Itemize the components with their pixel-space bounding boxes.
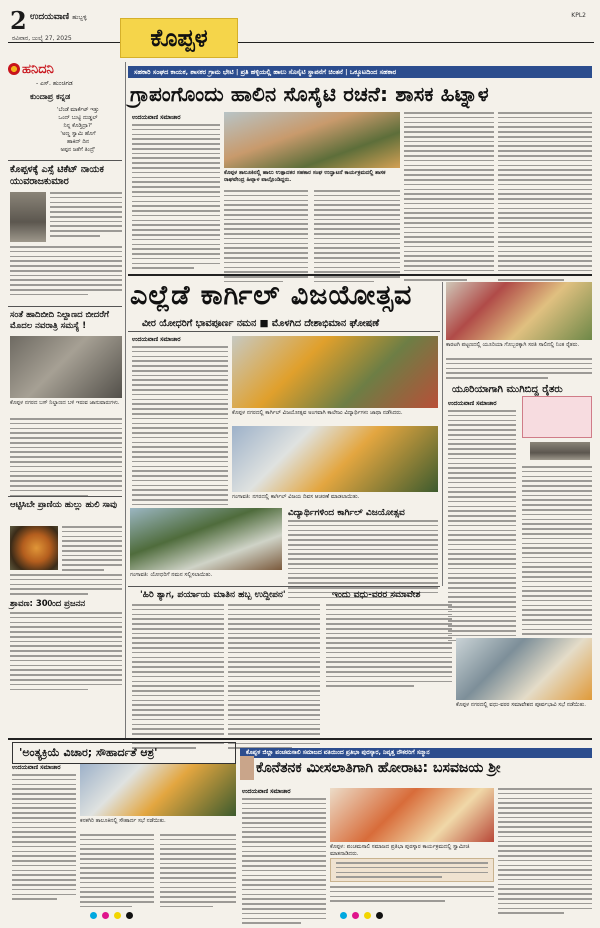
article-text xyxy=(10,418,122,499)
article-text xyxy=(326,604,452,690)
poem-line: 'ಅಣ್ಣ ಸ್ವಾಮಿ ಹೊಗೆ xyxy=(60,131,96,137)
top-story-kicker: ಸಹಕಾರಿ ಸಂಘದ ಕಾಯಕ, ಶಾಸಕರ ಗ್ರಾಮ ಭೇಟಿ | ಪ್ರತಿ ಹಳ್ಳಿಯಲ್ಲಿ ಹಾಲು ಸೊಸೈಟಿ ಸ್ಥಾಪನೆಗೆ ಚಿಂತನೆ | ಒಕ್ಕೂಟದಿಂದ ಸಹಕಾರ xyxy=(128,66,592,78)
harmony-meeting-photo xyxy=(80,764,236,816)
article-text xyxy=(498,788,592,917)
right-story-headline: ಯೂರಿಯಾಗಾಗಿ ಮುಗಿಬಿದ್ದ ರೈತರು xyxy=(452,384,563,395)
photo-caption: ಗಂಗಾವತಿ: ನಗರದಲ್ಲಿ ಕಾರ್ಗಿಲ್ ವಿಜಯ ದಿವಸ ಆಚರಣೆ ಮಾಡಲಾಯಿತು. xyxy=(232,494,360,500)
paper-title: ಉದಯವಾಣಿ xyxy=(30,12,70,22)
article-text xyxy=(224,190,308,286)
divider xyxy=(8,306,122,307)
divider xyxy=(128,331,440,332)
left-story-3-headline: ಆಟ್ಟಿಸಿಬೇ ಪ್ರಾಣಿಯ ಹುಲ್ಲು ಹುಲಿ ಸಾವು xyxy=(10,500,117,510)
poem-line: ನಿನ್ನ ಕೊಡ್ತಿದ್ರಾ?' xyxy=(63,123,93,129)
kargil-students-photo xyxy=(232,426,438,492)
kargil-subhead: ವೀರ ಯೋಧರಿಗೆ ಭಾವಪೂರ್ಣ ನಮನ ■ ಮೊಳಗಿದ ದೇಶಾಭಿಮಾನ ಘೋಷಣೆ xyxy=(142,318,380,329)
poem-line: 'ಬೆಂಡೆ ಮಾರ್ಕೆಟ್ ಇತ್ತು xyxy=(57,107,99,113)
box-headline: ವಿದ್ಯಾರ್ಥಿಗಳಿಂದ ಕಾರ್ಗಿಲ್ ವಿಜಯೋತ್ಸವ xyxy=(288,508,405,518)
masthead-rule xyxy=(8,42,120,43)
left-story-3-subhead: ಶ್ರಾವಣ: 300ಂದ ಪ್ರಜನನ xyxy=(10,599,86,609)
box-headline: 'ಹಿರಿ ತ್ಯಾಗ, ಪರ್ಯಾಯ ಮಾತಿನ ಹಬ್ಬ ಉದ್ದೀಪನ' xyxy=(140,590,286,600)
edition-name: ಹುಬ್ಬಳ್ಳಿ xyxy=(72,14,87,21)
photo-caption: ಕೊಪ್ಪಳ ನಗರದಲ್ಲಿ ವಧು-ವರರ ಸಮಾವೇಶದ ಪೂರ್ವಭಾವಿ ಸಭೆ ನಡೆಯಿತು. xyxy=(456,702,586,708)
byline: ಉದಯವಾಣಿ ಸಮಾಚಾರ xyxy=(132,336,181,343)
article-text xyxy=(12,774,76,903)
box-headline: ಇಂದು ವಧು-ವರರ ಸಮಾವೇಶ xyxy=(332,590,421,600)
article-text xyxy=(132,604,224,752)
issue-date: ರವಿವಾರ, ಜುಲೈ 27, 2025 xyxy=(12,35,72,42)
column-divider xyxy=(442,282,443,586)
article-text xyxy=(132,346,228,513)
article-text xyxy=(62,526,122,574)
kargil-rally-photo xyxy=(232,336,438,408)
urea-farmers-photo xyxy=(446,282,592,340)
meeting-photo xyxy=(224,112,400,168)
paper-name xyxy=(30,12,87,22)
left-story-1-headline: ಕೊಪ್ಪಳಕ್ಕೆ ಎಸ್ಸೆ ಟಿಕೆಟ್ ನಾಯಕ ಯುವರಾಜಕುಮಾರ xyxy=(10,164,104,187)
poem xyxy=(40,106,116,154)
left-story-2-headline: ಸಂತೆ ಹಾದಿಬೀದಿ ನಿಲ್ದಾಣದ ಬೀದರೆಗೆ ಮೊದಲ ನವರಾತ್ರಿ ಸಮಸ್ಯೆ ! xyxy=(10,310,109,331)
kargil-headline: ಎಲ್ಲೆಡೆ ಕಾರ್ಗಿಲ್ ವಿಜಯೋತ್ಸವ xyxy=(130,280,413,311)
guru-portrait-photo xyxy=(240,756,254,780)
photo-caption: ಕೊಪ್ಪಳ: ಪಂಚಮಸಾಲಿ ಸಮಾಜದ ಪ್ರತಿಭಾ ಪುರಸ್ಕಾರ ಕಾರ್ಯಕ್ರಮದಲ್ಲಿ ಸ್ವಾಮೀಜಿ ಮಾತನಾಡಿದರು. xyxy=(330,844,470,857)
section-title: ಕೊಪ್ಪಳ xyxy=(150,24,208,52)
photo-caption: ಕೊಪ್ಪಳ ನಗರದ ಬಸ್ ನಿಲ್ದಾಣದ ಬಳಿ ಇರುವ ಜಾನುವಾರುಗಳು. xyxy=(10,400,120,406)
divider xyxy=(8,738,592,740)
article-text xyxy=(132,124,220,272)
photo-caption: ಕೊಪ್ಪಳ ತಾಲೂಕಿನಲ್ಲಿ ಹಾಲು ಉತ್ಪಾದಕರ ಸಹಕಾರ ಸಂಘ ಉದ್ಘಾಟನೆ ಕಾರ್ಯಕ್ರಮದಲ್ಲಿ ಶಾಸಕ ರಾಘವೇಂದ್ರ ಹಿಟ್ನಾಳ ಪಾಲ್ಗೊಂಡಿದ್ದರು. xyxy=(224,170,386,183)
kargil-soldiers-photo xyxy=(130,508,282,570)
poem-line: ಹಾಕಿದ್ ದಿನ xyxy=(66,139,90,145)
photo-caption: ಕೊಪ್ಪಳ ನಗರದಲ್ಲಿ ಕಾರ್ಗಿಲ್ ವಿಜಯೋತ್ಸವ ಅಂಗವಾಗಿ ಕಾಲೇಜು ವಿದ್ಯಾರ್ಥಿಗಳು ಜಾಥಾ ನಡೆಸಿದರು. xyxy=(232,410,403,416)
cattle-photo xyxy=(10,336,122,398)
registration-marks xyxy=(340,912,383,919)
photo-caption: ಕಾರಟಗಿ ಪಟ್ಟಣದಲ್ಲಿ ಯೂರಿಯಾ ಗೊಬ್ಬರಕ್ಕಾಗಿ ಸರತಿ ಸಾಲಿನಲ್ಲಿ ನಿಂತ ರೈತರು. xyxy=(446,342,580,348)
article-text xyxy=(10,574,122,598)
photo-caption: ಕನಕಗಿರಿ ತಾಲೂಕಿನಲ್ಲಿ ಸೌಹಾರ್ದ ಸಭೆ ನಡೆಯಿತು. xyxy=(80,818,166,824)
bride-groom-meeting-photo xyxy=(456,638,592,700)
byline: ಉದಯವಾಣಿ ಸಮಾಚಾರ xyxy=(12,764,61,771)
article-text xyxy=(330,886,494,905)
photo-caption: ಗಂಗಾವತಿ: ಯೋಧರಿಗೆ ನಮನ ಸಲ್ಲಿಸಲಾಯಿತು. xyxy=(130,572,213,578)
article-text xyxy=(80,834,154,911)
portrait-photo xyxy=(10,192,46,242)
tiger-photo xyxy=(10,526,58,570)
article-text xyxy=(242,798,326,927)
article-text xyxy=(498,112,592,284)
article-text xyxy=(446,358,592,382)
section-banner xyxy=(120,18,238,58)
poem-line: ಒಂದ್ ಬುಟ್ಟಿ ದುಡ್ಡಲ್ xyxy=(58,115,98,121)
divider xyxy=(128,274,592,276)
top-story-headline: ಗ್ರಾಪಂಗೊಂದು ಹಾಲಿನ ಸೊಸೈಟಿ ರಚನೆ: ಶಾಸಕ ಹಿಟ್ನಾಳ xyxy=(130,82,489,106)
article-text xyxy=(50,192,122,240)
page-number: 2 xyxy=(10,6,27,35)
divider xyxy=(128,586,440,587)
panchamasali-event-photo xyxy=(330,788,494,842)
article-text xyxy=(336,862,488,881)
page-code: KPL2 xyxy=(571,12,586,19)
registration-marks xyxy=(90,912,133,919)
article-text xyxy=(404,112,494,284)
info-box xyxy=(522,396,592,438)
article-text xyxy=(160,834,236,911)
masthead-rule xyxy=(238,42,594,43)
flower-icon xyxy=(8,63,20,75)
article-text xyxy=(448,410,516,644)
article-text xyxy=(314,190,400,286)
reporter-photo xyxy=(530,442,590,460)
article-text xyxy=(228,604,320,752)
divider xyxy=(8,496,122,497)
lower-kicker: ಕೊಪ್ಪಳ ಜಿಲ್ಲಾ ಪಂಚಮಸಾಲಿ ಸಮಾಜದ ವತಿಯಿಂದ ಪ್ರತಿಭಾ ಪುರಸ್ಕಾರ, ನಿವೃತ್ತ ನೌಕರರಿಗೆ ಸನ್ಮಾನ xyxy=(240,748,592,758)
article-text xyxy=(10,612,122,693)
byline: ಉದಯವಾಣಿ ಸಮಾಚಾರ xyxy=(132,114,181,121)
byline: ಉದಯವಾಣಿ ಸಮಾಚಾರ xyxy=(242,788,291,795)
divider xyxy=(8,160,122,161)
column-divider xyxy=(125,62,126,738)
column-subtitle: ಕುಂದಾಪ್ರ ಕನ್ನಡ xyxy=(30,92,71,101)
lower-left-headline: 'ಅಂತ್ಯಕ್ರಿಯೆ ವಿಚಾರ; ಸೌಹಾರ್ದತೆ ಆಶ್ರ' xyxy=(12,742,236,764)
poem-line: ಅಪ್ಪನ ಜತೆಗೆ ತಿಂದ್ರೆ' xyxy=(60,147,96,153)
column-title: ಹನಿದನಿ xyxy=(22,62,54,77)
article-text xyxy=(522,466,592,648)
byline: ಉದಯವಾಣಿ ಸಮಾಚಾರ xyxy=(448,400,497,407)
article-text xyxy=(10,246,122,299)
lower-headline: ಕೊನೆತನಕ ಮೀಸಲಾತಿಗಾಗಿ ಹೋರಾಟ: ಬಸವಜಯ ಶ್ರೀ xyxy=(256,760,501,776)
column-author: - ಎಸ್. ಹುಂಚಿಗಡ xyxy=(36,80,73,87)
